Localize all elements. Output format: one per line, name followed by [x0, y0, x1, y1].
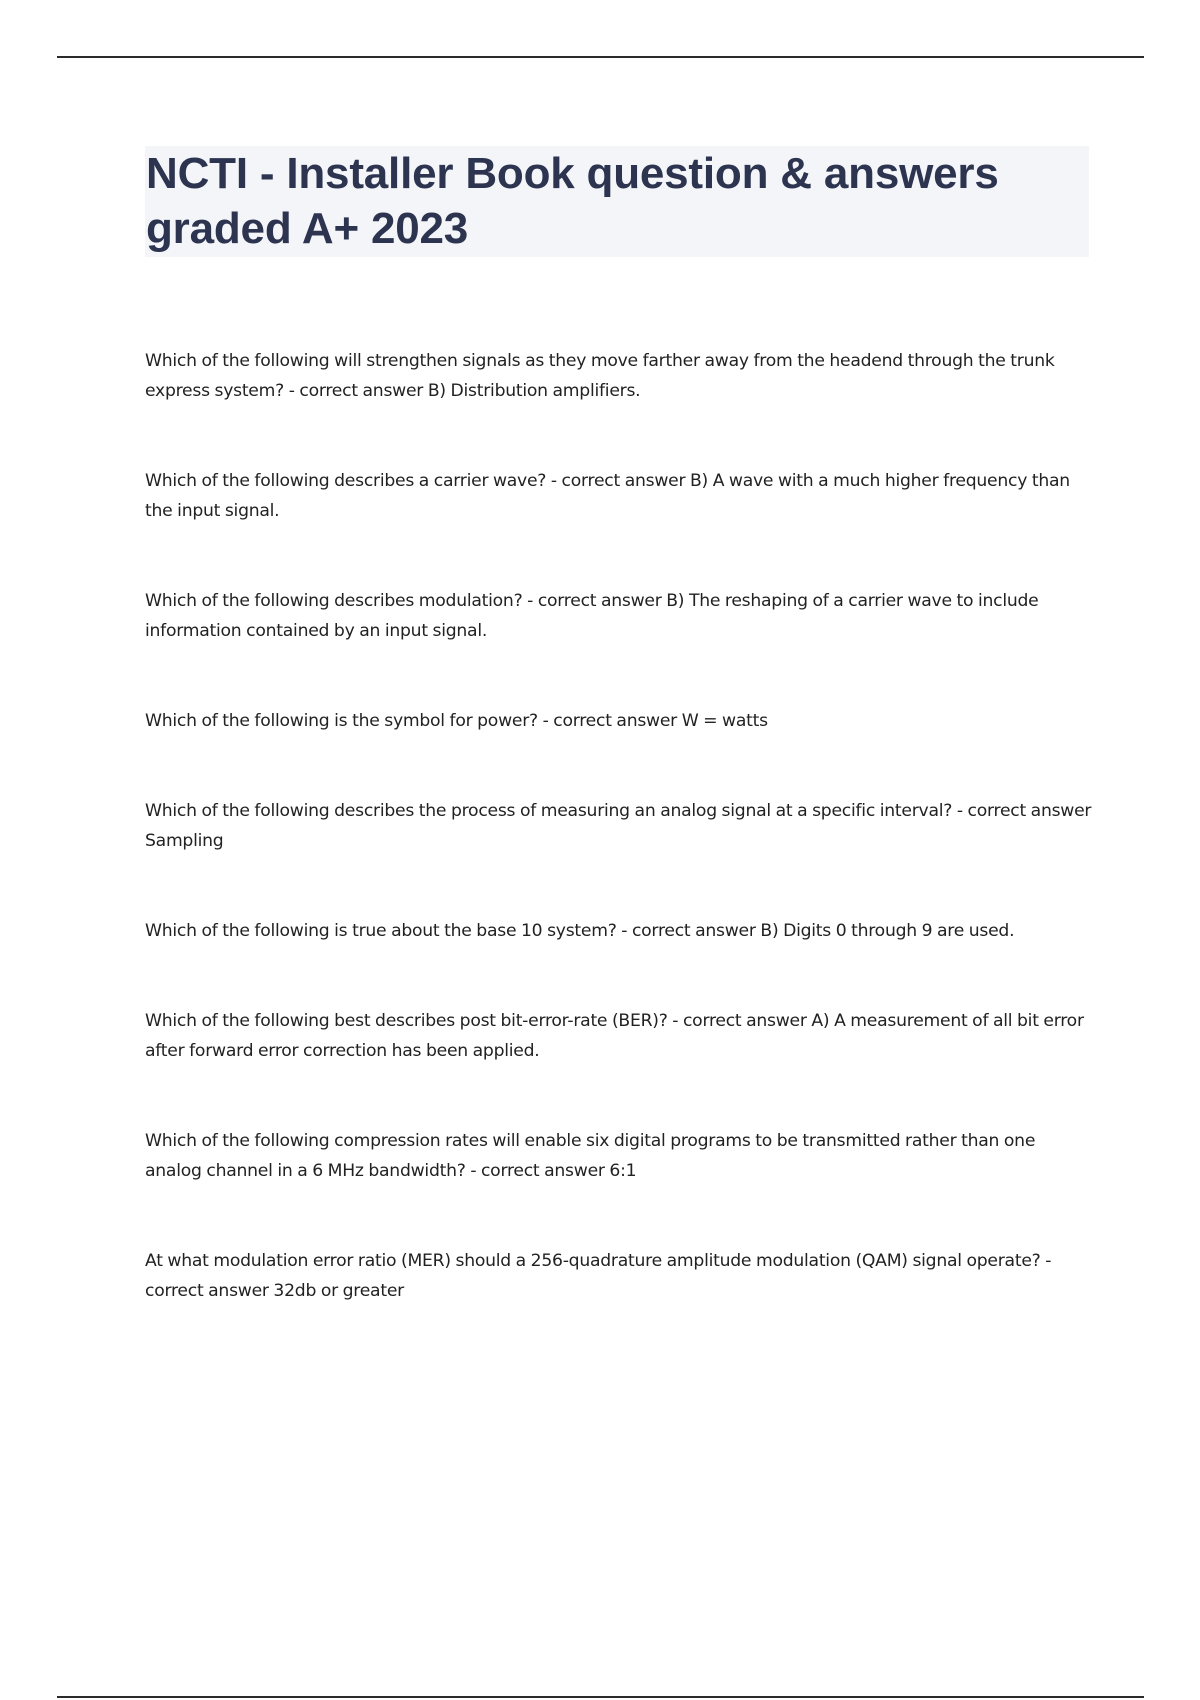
qa-item: Which of the following compression rates will enable six digital programs to be transmitted rather than one analog channel in a 6 MHz bandwidth? - correct answer 6:1: [145, 1131, 1036, 1181]
qa-item: At what modulation error ratio (MER) should a 256-quadrature amplitude modulation (QAM) signal operate? - correct answer 32db or greater: [145, 1251, 1052, 1301]
title-block: [145, 146, 1089, 257]
qa-item: Which of the following is the symbol for power? - correct answer W = watts: [145, 711, 768, 731]
qa-item: Which of the following will strengthen signals as they move farther away from the headend through the trunk express system? - correct answer B) Distribution amplifiers.: [145, 351, 1055, 401]
qa-item: Which of the following is true about the base 10 system? - correct answer B) Digits 0 through 9 are used.: [145, 921, 1015, 941]
top-divider: [57, 56, 1144, 58]
qa-item: Which of the following describes the process of measuring an analog signal at a specific interval? - correct answer Sampling: [145, 801, 1092, 851]
qa-item: Which of the following describes modulation? - correct answer B) The reshaping of a carrier wave to include information contained by an input signal.: [145, 591, 1039, 641]
qa-item: Which of the following describes a carrier wave? - correct answer B) A wave with a much higher frequency than the input signal.: [145, 471, 1070, 521]
bottom-divider: [57, 1696, 1144, 1698]
qa-item: Which of the following best describes post bit-error-rate (BER)? - correct answer A) A measurement of all bit error after forward error correction has been applied.: [145, 1011, 1084, 1061]
page-title: NCTI - Installer Book question & answers graded A+ 2023: [146, 149, 999, 253]
qa-list: [145, 346, 1095, 1306]
